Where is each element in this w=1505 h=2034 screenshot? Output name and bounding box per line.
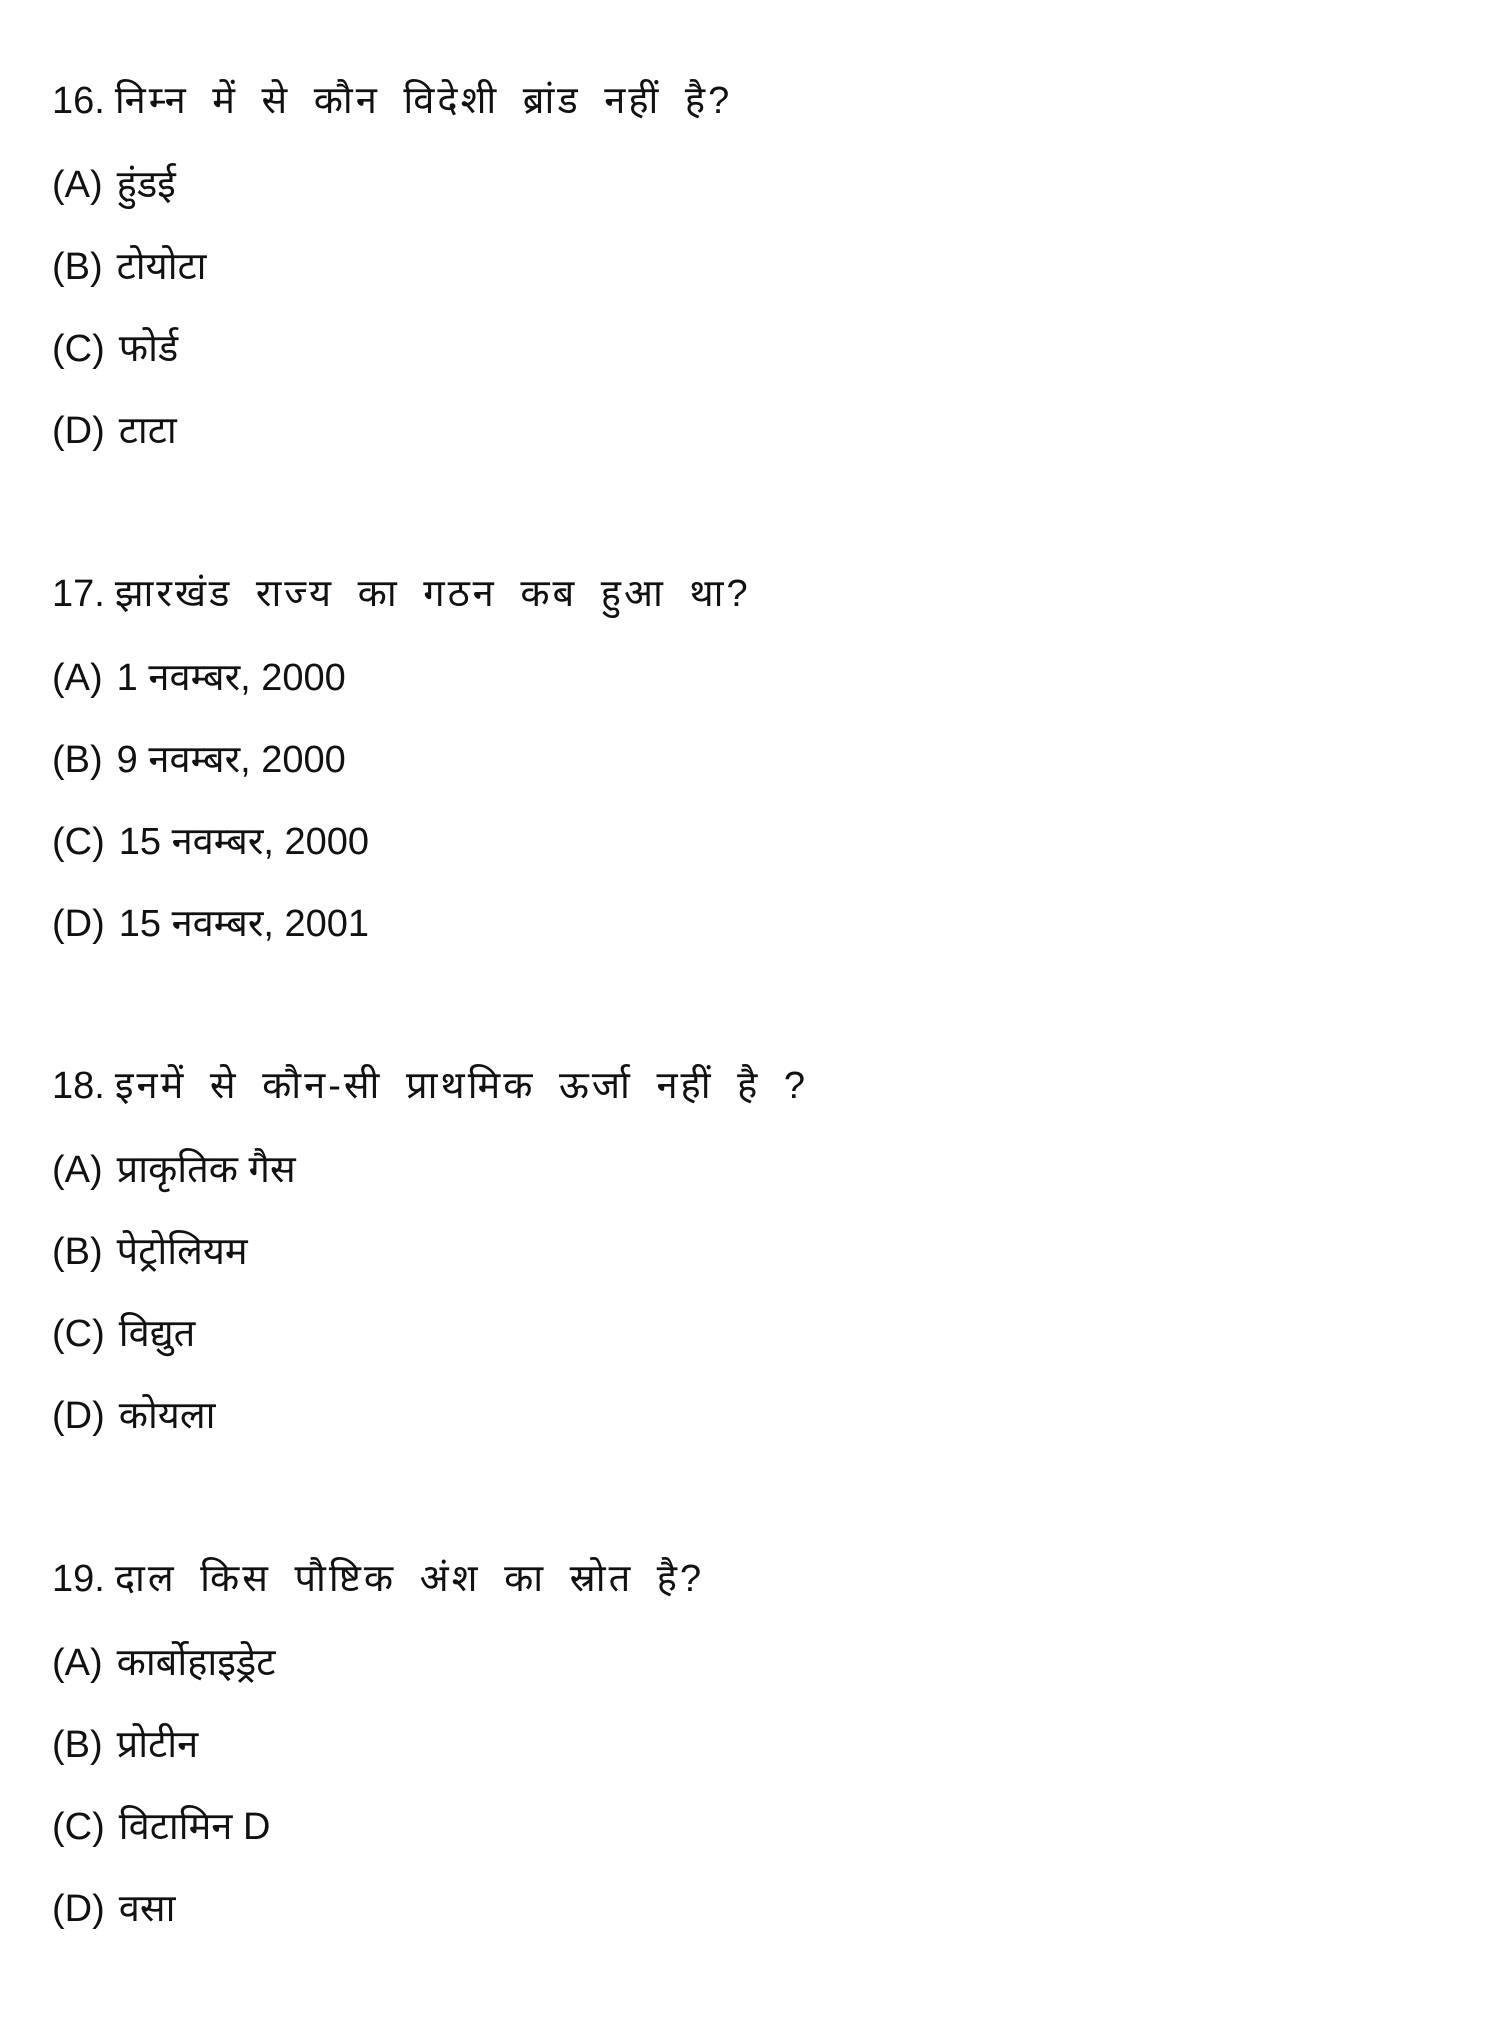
question-number: 16.: [52, 80, 105, 122]
option-text: वसा: [118, 1888, 176, 1930]
option-text: पेट्रोलियम: [116, 1231, 248, 1273]
question-19: [52, 1554, 1452, 1966]
option-text: 15 नवम्बर, 2001: [118, 903, 370, 945]
option-text: 15 नवम्बर, 2000: [118, 821, 370, 863]
question-body: दाल किस पौष्टिक अंश का स्रोत है?: [114, 1558, 705, 1600]
option-c: [52, 1802, 1452, 1884]
option-text: विटामिन D: [118, 1806, 271, 1848]
option-text: कोयला: [118, 1395, 216, 1437]
option-c: [52, 324, 1452, 406]
option-a: [52, 160, 1452, 242]
question-number: 19.: [52, 1558, 105, 1600]
question-text: [52, 1061, 1452, 1143]
question-18: [52, 1061, 1452, 1473]
option-label: (D): [52, 1888, 105, 1930]
option-label: (A): [52, 164, 103, 206]
option-d: [52, 1391, 1452, 1473]
option-label: (B): [52, 1231, 103, 1273]
option-label: (D): [52, 1395, 105, 1437]
option-label: (C): [52, 1806, 105, 1848]
option-label: (C): [52, 328, 105, 370]
option-label: (B): [52, 246, 103, 288]
option-label: (D): [52, 410, 105, 452]
question-16: [52, 76, 1452, 488]
option-text: फोर्ड: [118, 328, 179, 370]
option-label: (C): [52, 821, 105, 863]
question-17: [52, 569, 1452, 981]
option-d: [52, 406, 1452, 488]
option-a: [52, 653, 1452, 735]
question-body: इनमें से कौन-सी प्राथमिक ऊर्जा नहीं है ?: [114, 1065, 808, 1107]
question-text: [52, 76, 1452, 158]
option-label: (A): [52, 1149, 103, 1191]
option-b: [52, 735, 1452, 817]
option-text: 1 नवम्बर, 2000: [116, 657, 346, 699]
option-label: (D): [52, 903, 105, 945]
option-a: [52, 1145, 1452, 1227]
option-text: टोयोटा: [116, 246, 207, 288]
question-body: झारखंड राज्य का गठन कब हुआ था?: [114, 573, 751, 615]
option-c: [52, 817, 1452, 899]
option-label: (B): [52, 1724, 103, 1766]
option-b: [52, 1227, 1452, 1309]
option-label: (B): [52, 739, 103, 781]
question-body: निम्न में से कौन विदेशी ब्रांड नहीं है?: [114, 80, 733, 122]
option-text: कार्बोहाइड्रेट: [116, 1642, 276, 1684]
option-c: [52, 1309, 1452, 1391]
question-number: 18.: [52, 1065, 105, 1107]
option-a: [52, 1638, 1452, 1720]
option-text: विद्युत: [118, 1313, 196, 1355]
option-text: प्राकृतिक गैस: [116, 1149, 296, 1191]
option-text: हुंडई: [116, 164, 176, 206]
option-label: (A): [52, 657, 103, 699]
option-d: [52, 1884, 1452, 1966]
option-text: टाटा: [118, 410, 177, 452]
option-label: (A): [52, 1642, 103, 1684]
option-label: (C): [52, 1313, 105, 1355]
question-text: [52, 569, 1452, 651]
option-text: प्रोटीन: [116, 1724, 199, 1766]
option-b: [52, 242, 1452, 324]
question-text: [52, 1554, 1452, 1636]
question-number: 17.: [52, 573, 105, 615]
option-b: [52, 1720, 1452, 1802]
option-d: [52, 899, 1452, 981]
option-text: 9 नवम्बर, 2000: [116, 739, 346, 781]
